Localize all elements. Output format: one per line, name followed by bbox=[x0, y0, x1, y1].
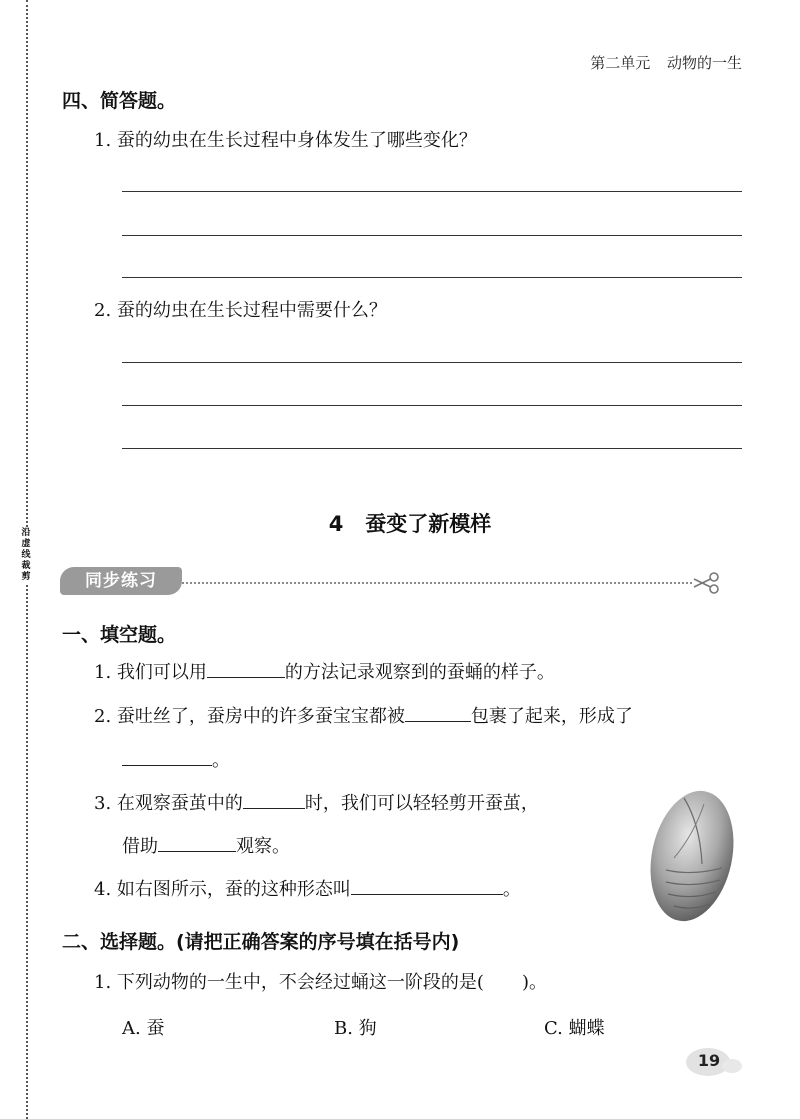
fill-blank-q3: 3. 在观察蚕茧中的 时，我们可以轻轻剪开蚕茧， bbox=[94, 789, 539, 815]
cut-label: 沿虚线裁剪 bbox=[18, 528, 34, 583]
blank-field[interactable] bbox=[405, 703, 471, 722]
blank-field[interactable] bbox=[351, 876, 503, 895]
short-answer-q1: 1. 蚕的幼虫在生长过程中身体发生了哪些变化？ bbox=[94, 130, 477, 151]
choice-option-b[interactable]: B. 狗 bbox=[334, 1018, 377, 1039]
blank-field[interactable] bbox=[158, 833, 236, 852]
answer-line[interactable] bbox=[122, 235, 742, 236]
answer-line[interactable] bbox=[122, 448, 742, 449]
fill-blank-q2-line2: 。 bbox=[122, 746, 230, 772]
answer-line[interactable] bbox=[122, 362, 742, 363]
blank-field[interactable] bbox=[243, 790, 305, 809]
scissors-icon bbox=[692, 570, 722, 596]
silkworm-pupa-image bbox=[644, 784, 740, 928]
short-answer-q2: 2. 蚕的幼虫在生长过程中需要什么？ bbox=[94, 300, 387, 321]
banner-dotted-line bbox=[182, 582, 692, 584]
fill-blank-q1: 1. 我们可以用 的方法记录观察到的蚕蛹的样子。 bbox=[94, 658, 555, 684]
page-number: 19 bbox=[697, 1051, 721, 1070]
fill-blank-q3-line2: 借助 观察。 bbox=[122, 832, 290, 858]
answer-line[interactable] bbox=[122, 191, 742, 192]
answer-line[interactable] bbox=[122, 405, 742, 406]
choice-title: 二、选择题。(请把正确答案的序号填在括号内) bbox=[62, 931, 460, 953]
choice-option-a[interactable]: A. 蚕 bbox=[122, 1018, 165, 1039]
fill-blank-title: 一、填空题。 bbox=[62, 624, 177, 646]
lesson-title: 4 蚕变了新模样 bbox=[328, 512, 492, 536]
choice-q1: 1. 下列动物的一生中，不会经过蛹这一阶段的是( )。 bbox=[94, 972, 547, 993]
header-unit: 第二单元 bbox=[590, 54, 651, 72]
page-header bbox=[590, 52, 742, 73]
choice-option-c[interactable]: C. 蝴蝶 bbox=[544, 1018, 605, 1039]
blank-field[interactable] bbox=[207, 659, 285, 678]
practice-banner: 同步练习 bbox=[60, 567, 182, 595]
answer-line[interactable] bbox=[122, 277, 742, 278]
fill-blank-q2: 2. 蚕吐丝了，蚕房中的许多蚕宝宝都被 包裹了起来，形成了 bbox=[94, 702, 633, 728]
fill-blank-q4: 4. 如右图所示，蚕的这种形态叫 。 bbox=[94, 875, 521, 901]
blank-field[interactable] bbox=[122, 747, 212, 766]
short-answer-title: 四、简答题。 bbox=[62, 90, 177, 112]
header-title: 动物的一生 bbox=[666, 54, 742, 72]
